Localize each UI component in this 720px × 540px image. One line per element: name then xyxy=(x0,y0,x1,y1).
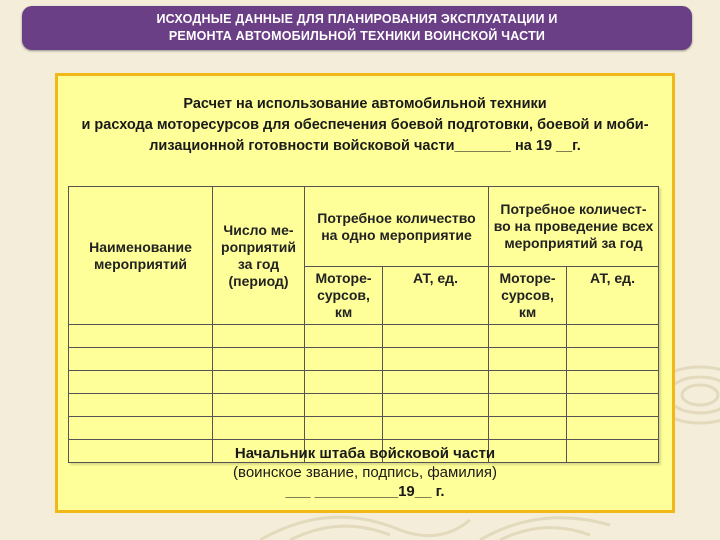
table-cell[interactable] xyxy=(489,325,567,348)
document-title xyxy=(58,94,672,157)
table-cell[interactable] xyxy=(489,394,567,417)
table-cell[interactable] xyxy=(69,394,213,417)
table-cell[interactable] xyxy=(383,348,489,371)
table-row xyxy=(69,417,659,440)
header-at-units-single: АТ, ед. xyxy=(383,267,489,325)
table-cell[interactable] xyxy=(567,417,659,440)
table-cell[interactable] xyxy=(69,325,213,348)
table-row xyxy=(69,325,659,348)
header-at-units-all: АТ, ед. xyxy=(567,267,659,325)
header-motor-resource-single: Моторе-сурсов, км xyxy=(305,267,383,325)
table-cell[interactable] xyxy=(213,325,305,348)
signature-date-blank: ___ __________19__ xyxy=(285,483,432,500)
table-cell[interactable] xyxy=(213,394,305,417)
table-row xyxy=(69,371,659,394)
table-cell[interactable] xyxy=(383,371,489,394)
table-cell[interactable] xyxy=(69,371,213,394)
table-cell[interactable] xyxy=(69,348,213,371)
table-row xyxy=(69,348,659,371)
header-event-name: Наименование мероприятий xyxy=(69,187,213,325)
calculation-table xyxy=(68,186,659,463)
signature-date-year-suffix: г. xyxy=(431,483,445,500)
table-cell[interactable] xyxy=(567,348,659,371)
signature-block xyxy=(58,444,672,501)
header-motor-resource-all: Моторе-сурсов, км xyxy=(489,267,567,325)
document-title-line-3: лизационной готовности войсковой части_______ на 19 __г. xyxy=(149,138,581,154)
signature-title: Начальник штаба войсковой части xyxy=(234,445,496,462)
table-cell[interactable] xyxy=(305,394,383,417)
form-document xyxy=(55,73,675,513)
document-title-line-2: и расхода моторесурсов для обеспечения боевой подготовки, боевой и моби- xyxy=(81,117,649,133)
header-per-event-group: Потребное количество на одно мероприятие xyxy=(305,187,489,267)
header-all-events-group: Потребное количест-во на проведение всех мероприятий за год xyxy=(489,187,659,267)
table-cell[interactable] xyxy=(567,394,659,417)
table-cell[interactable] xyxy=(213,348,305,371)
table-cell[interactable] xyxy=(567,325,659,348)
table-cell[interactable] xyxy=(305,325,383,348)
signature-date-line xyxy=(58,482,672,501)
table-cell[interactable] xyxy=(305,371,383,394)
table-cell[interactable] xyxy=(69,417,213,440)
table-cell[interactable] xyxy=(213,371,305,394)
banner-title-line-1: ИСХОДНЫЕ ДАННЫЕ ДЛЯ ПЛАНИРОВАНИЯ ЭКСПЛУАТАЦИИ И xyxy=(156,12,558,26)
table-cell[interactable] xyxy=(383,325,489,348)
table-cell[interactable] xyxy=(489,348,567,371)
table-row xyxy=(69,394,659,417)
table-cell[interactable] xyxy=(383,394,489,417)
table-cell[interactable] xyxy=(305,348,383,371)
table-cell[interactable] xyxy=(383,417,489,440)
document-title-line-1: Расчет на использование автомобильной техники xyxy=(183,96,547,112)
banner-title-line-2: РЕМОНТА АВТОМОБИЛЬНОЙ ТЕХНИКИ ВОИНСКОЙ ЧАСТИ xyxy=(168,29,546,43)
table-cell[interactable] xyxy=(567,371,659,394)
table-cell[interactable] xyxy=(305,417,383,440)
header-banner xyxy=(22,6,692,50)
table-cell[interactable] xyxy=(213,417,305,440)
table-cell[interactable] xyxy=(489,417,567,440)
signature-fields: (воинское звание, подпись, фамилия) xyxy=(233,464,497,481)
header-event-count: Число ме-роприятий за год (период) xyxy=(213,187,305,325)
table-cell[interactable] xyxy=(489,371,567,394)
